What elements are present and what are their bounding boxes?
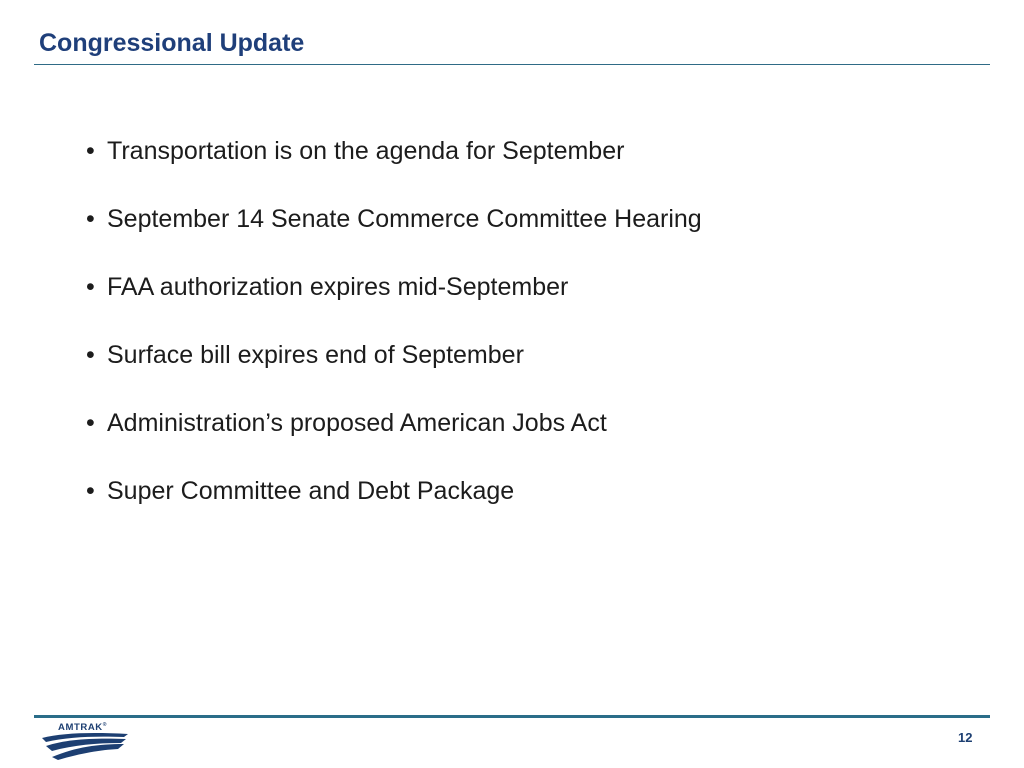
bullet-text: Surface bill expires end of September [107,341,524,369]
bullet-text: Super Committee and Debt Package [107,477,515,505]
bullet-marker: • [86,477,95,505]
bullet-item [86,474,702,542]
bullet-marker: • [86,205,95,233]
amtrak-waves-icon [40,722,132,762]
bullet-text: Transportation is on the agenda for September [107,137,625,165]
bullet-text: Administration’s proposed American Jobs Act [107,409,607,437]
footer-divider [34,715,990,718]
logo-name: AMTRAK [58,722,103,734]
bullet-item [86,270,702,338]
bullet-item [86,134,702,202]
bullet-text: September 14 Senate Commerce Committee Hearing [107,205,702,233]
bullet-marker: • [86,137,95,165]
bullet-item [86,202,702,270]
bullet-marker: • [86,273,95,301]
page-number: 12 [958,730,973,745]
bullet-marker: • [86,409,95,437]
bullet-marker: • [86,341,95,369]
registered-mark: ® [102,722,108,728]
bullet-item [86,338,702,406]
bullet-text: FAA authorization expires mid-September [107,273,569,301]
bullet-list [86,134,702,542]
bullet-item [86,406,702,474]
title-divider [34,64,990,65]
amtrak-logo [40,722,132,762]
slide-title: Congressional Update [39,29,305,57]
